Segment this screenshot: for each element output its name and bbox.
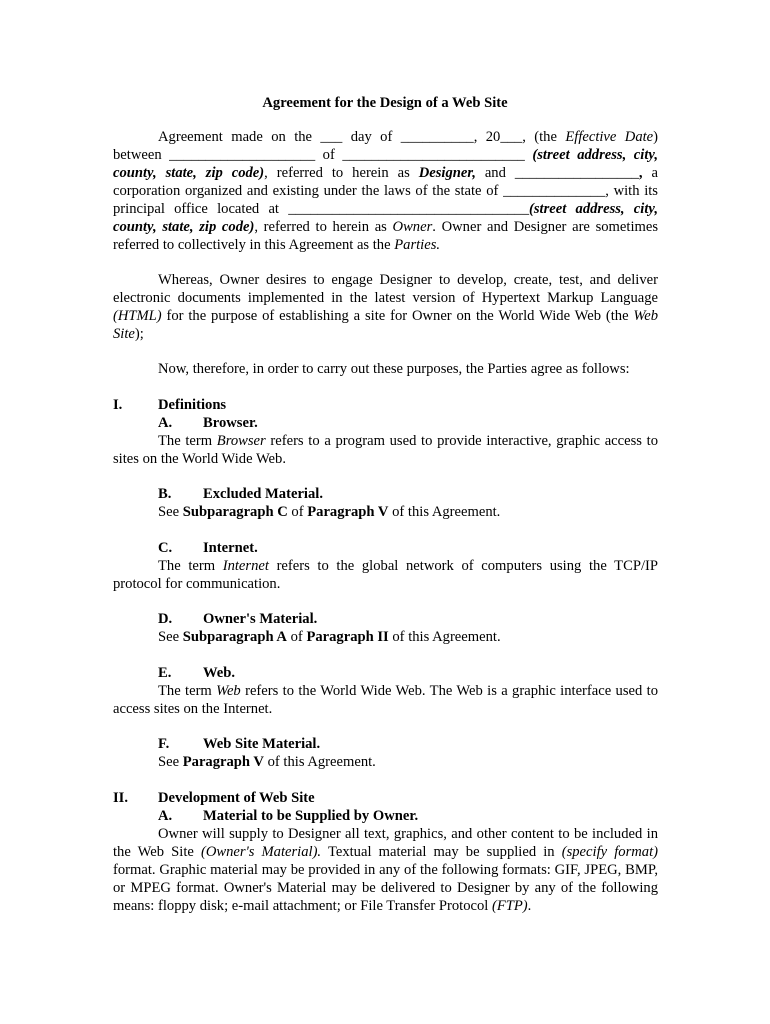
definition-text: See Subparagraph C of Paragraph V of this Agreement.: [158, 504, 501, 520]
subsection-heading: C. Internet.: [158, 540, 258, 556]
subsection-heading: A. Browser.: [158, 415, 258, 431]
blank-day[interactable]: ___: [320, 129, 343, 145]
blank-month[interactable]: __________: [400, 129, 474, 145]
subsection-heading: B. Excluded Material.: [158, 486, 323, 502]
now-therefore-paragraph: Now, therefore, in order to carry out these purposes, the Parties agree as follows:: [158, 361, 630, 377]
definition-text: The term Internet refers to the global network of computers using the TCP/IP protocol for communication.: [113, 558, 658, 592]
blank-year[interactable]: ___: [500, 129, 523, 145]
subsection-heading: E. Web.: [158, 665, 236, 681]
intro-paragraph: Agreement made on the ___ day of __________, 20___, (the Effective Date) between ____________________ of _________________________ (street address, city, county, state, zip code), referred to herein as Designer, and _________________, a corporation organized and existing under the laws of the state of ______________, with its principal office located at _________________________________(street address, city, county, state, zip code), referred to herein as Owner. Owner and Designer are sometimes referred to collectively in this Agreement as the Parties.: [113, 129, 659, 253]
whereas-paragraph: Whereas, Owner desires to engage Designer to develop, create, test, and deliver electronic documents implemented in the latest version of Hypertext Markup Language (HTML) for the purpose of establishing a site for Owner on the World Wide Web (the Web Site);: [113, 272, 658, 342]
definition-text: The term Browser refers to a program used to provide interactive, graphic access to sites on the World Wide Web.: [113, 433, 658, 467]
subsection-heading: D. Owner's Material.: [158, 611, 318, 627]
section-heading: I. Definitions: [113, 397, 227, 413]
definition-text: See Subparagraph A of Paragraph II of this Agreement.: [158, 629, 501, 645]
blank-designer-name[interactable]: ____________________: [169, 147, 316, 163]
definition-text: See Paragraph V of this Agreement.: [158, 754, 376, 770]
blank-owner-address[interactable]: _________________________________: [288, 201, 530, 217]
definition-text: The term Web refers to the World Wide Web. The Web is a graphic interface used to access sites on the Internet.: [113, 683, 658, 717]
blank-owner-name[interactable]: _________________: [514, 165, 639, 181]
blank-state[interactable]: ______________: [503, 183, 606, 199]
blank-designer-address[interactable]: _________________________: [342, 147, 525, 163]
document-title: Agreement for the Design of a Web Site: [262, 95, 508, 111]
subsection-heading: A. Material to be Supplied by Owner.: [158, 808, 419, 824]
section-heading: II. Development of Web Site: [113, 790, 315, 806]
subsection-heading: F. Web Site Material.: [158, 736, 321, 752]
owner-material-paragraph: Owner will supply to Designer all text, graphics, and other content to be included in the Web Site (Owner's Material). Textual material may be supplied in (specify format) format. Graphic material may be provided in any of the following formats: GIF, JPEG, BMP, or MPEG format. Owner's Material may be delivered to Designer by any of the following means: floppy disk; e-mail attachment; or File Transfer Protocol (FTP).: [113, 826, 658, 914]
